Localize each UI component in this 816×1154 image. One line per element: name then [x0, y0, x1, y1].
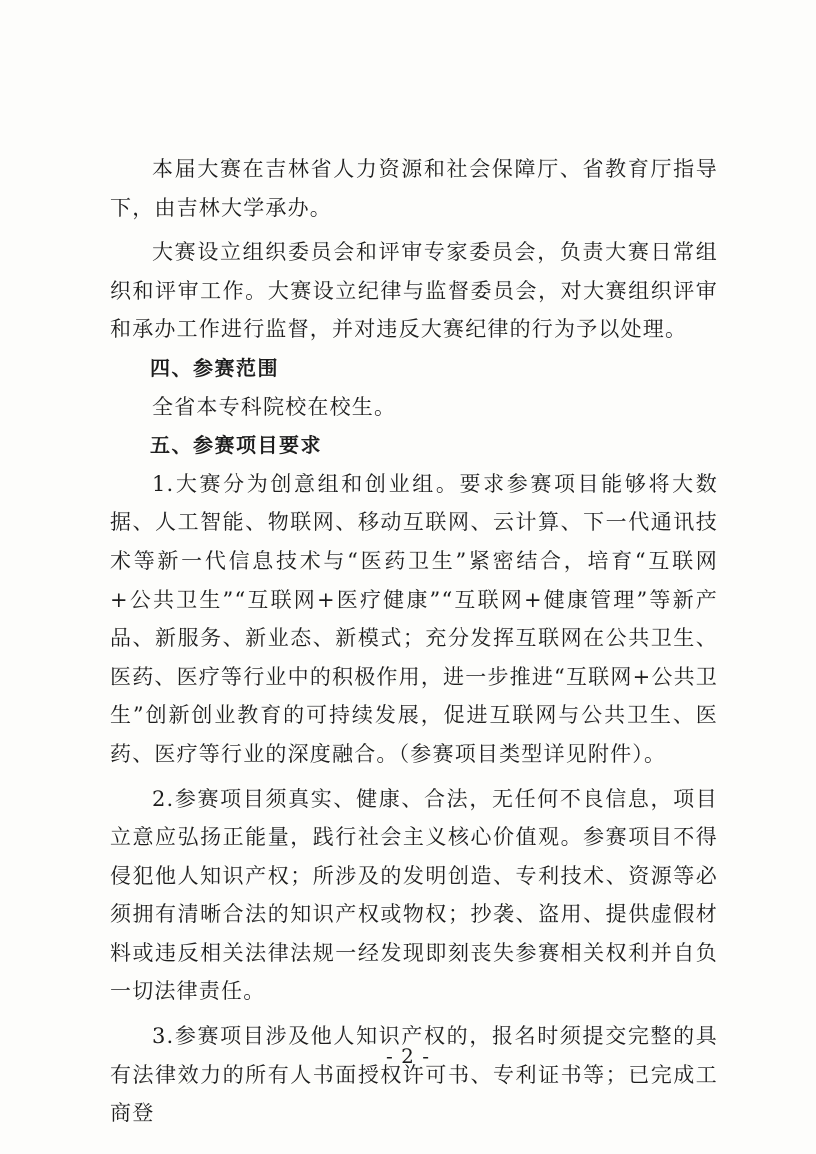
requirement-item-1: 1.大赛分为创意组和创业组。要求参赛项目能够将大数据、人工智能、物联网、移动互联网、云计算、下一代通讯技术等新一代信息技术与“医药卫生”紧密结合，培育“互联网+公共卫生”“互联网+医疗健康”“互联网+健康管理”等新产品、新服务、新业态、新模式；充分发挥互联网在公共卫生、医药、医疗等行业中的积极作用，进一步推进“互联网+公共卫生”创新创业教育的可持续发展，促进互联网与公共卫生、医药、医疗等行业的深度融合。（参赛项目类型详见附件）。 [110, 471, 718, 766]
document-body [110, 150, 718, 1133]
page-number: - 2 - [386, 1044, 430, 1068]
section-heading-requirements: 五、参赛项目要求 [150, 433, 322, 458]
requirement-item-3: 3.参赛项目涉及他人知识产权的，报名时须提交完整的具有法律效力的所有人书面授权许可书、专利证书等；已完成工商登 [110, 1024, 718, 1126]
paragraph-committees: 大赛设立组织委员会和评审专家委员会，负责大赛日常组织和评审工作。大赛设立纪律与监督委员会，对大赛组织评审和承办工作进行监督，并对违反大赛纪律的行为予以处理。 [110, 240, 718, 342]
paragraph-organizer: 本届大赛在吉林省人力资源和社会保障厅、省教育厅指导下，由吉林大学承办。 [110, 157, 718, 220]
section-heading-scope: 四、参赛范围 [150, 355, 279, 380]
paragraph-scope: 全省本专科院校在校生。 [152, 394, 397, 419]
requirement-item-2: 2.参赛项目须真实、健康、合法，无任何不良信息，项目立意应弘扬正能量，践行社会主义核心价值观。参赛项目不得侵犯他人知识产权；所涉及的发明创造、专利技术、资源等必须拥有清晰合法的知识产权或物权；抄袭、盗用、提供虚假材料或违反相关法律法规一经发现即刻丧失参赛相关权利并自负一切法律责任。 [110, 786, 718, 1004]
